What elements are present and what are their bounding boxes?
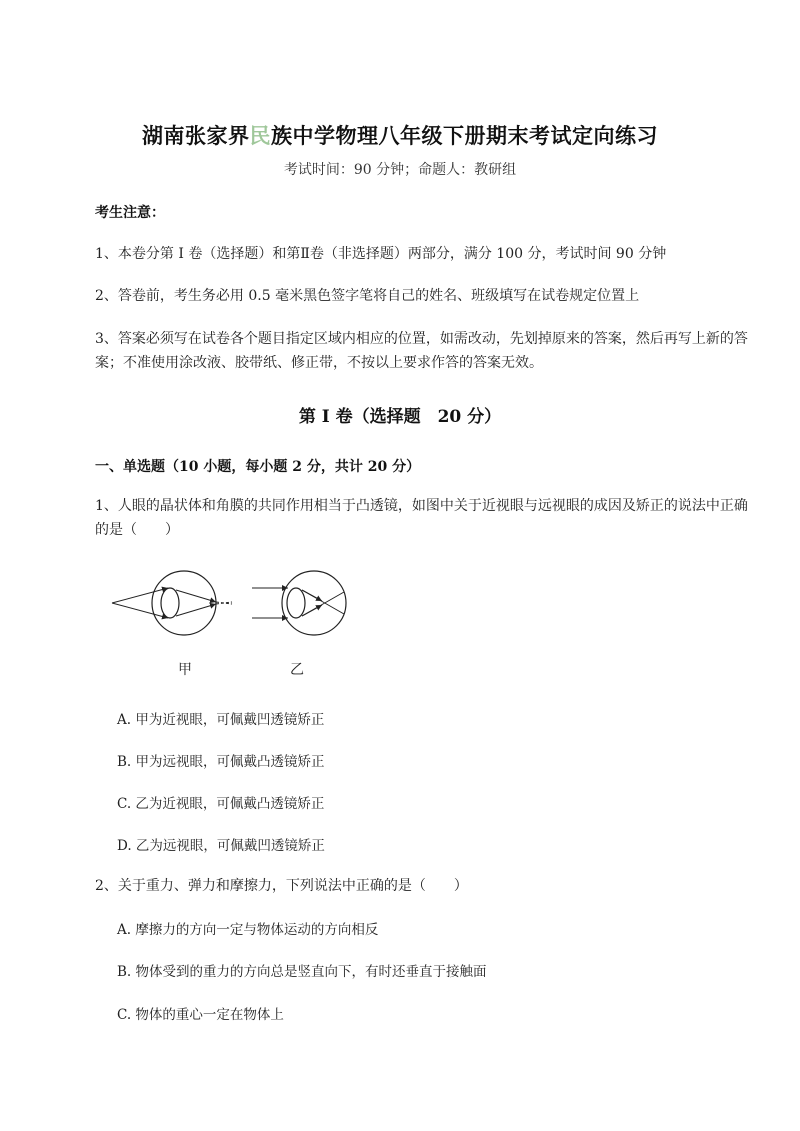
question-1-option-a[interactable]: A. 甲为近视眼，可佩戴凹透镜矫正 [117,712,325,728]
question-1-stem: 1、人眼的晶状体和角膜的共同作用相当于凸透镜，如图中关于近视眼与远视眼的成因及矫正的说法中正确的是（ ） [95,498,748,538]
title-part-2: 族中学物理八年级下册期末考试定向练习 [271,123,658,148]
figure-label-jia: 甲 [178,662,192,678]
question-2-option-a[interactable]: A. 摩擦力的方向一定与物体运动的方向相反 [117,922,379,938]
eye-yi-icon [252,571,346,635]
question-1-option-c[interactable]: C. 乙为近视眼，可佩戴凸透镜矫正 [117,796,325,812]
title-highlight-char: 民 [249,123,271,148]
question-2-stem: 2、关于重力、弹力和摩擦力，下列说法中正确的是（ ） [95,878,468,894]
exam-subtitle: 考试时间：90 分钟；命题人：教研组 [283,162,517,178]
eye-jia-icon [112,571,232,635]
part-heading: 一、单选题（10 小题，每小题 2 分，共计 20 分） [95,459,421,475]
eye-diagram [108,566,358,686]
title-part-1: 湖南张家界 [142,123,250,148]
section-title: 第 I 卷（选择题 20 分） [298,407,502,427]
question-1-option-d[interactable]: D. 乙为远视眼，可佩戴凹透镜矫正 [117,838,325,854]
notice-item-3: 3、答案必须写在试卷各个题目指定区域内相应的位置，如需改动，先划掉原来的答案，然后再写上新的答案；不准使用涂改液、胶带纸、修正带，不按以上要求作答的答案无效。 [95,331,748,371]
notice-item-2: 2、答卷前，考生务必用 0.5 毫米黑色签字笔将自己的姓名、班级填写在试卷规定位置上 [95,288,640,304]
notice-item-1: 1、本卷分第 I 卷（选择题）和第Ⅱ卷（非选择题）两部分，满分 100 分，考试时间 90 分钟 [95,246,667,262]
question-1-option-b[interactable]: B. 甲为远视眼，可佩戴凸透镜矫正 [117,754,325,770]
figure-label-yi: 乙 [290,662,304,678]
page-title [0,120,800,150]
question-2-option-c[interactable]: C. 物体的重心一定在物体上 [117,1007,284,1023]
notice-heading: 考生注意： [95,205,165,221]
question-2-option-b[interactable]: B. 物体受到的重力的方向总是竖直向下，有时还垂直于接触面 [117,964,487,980]
